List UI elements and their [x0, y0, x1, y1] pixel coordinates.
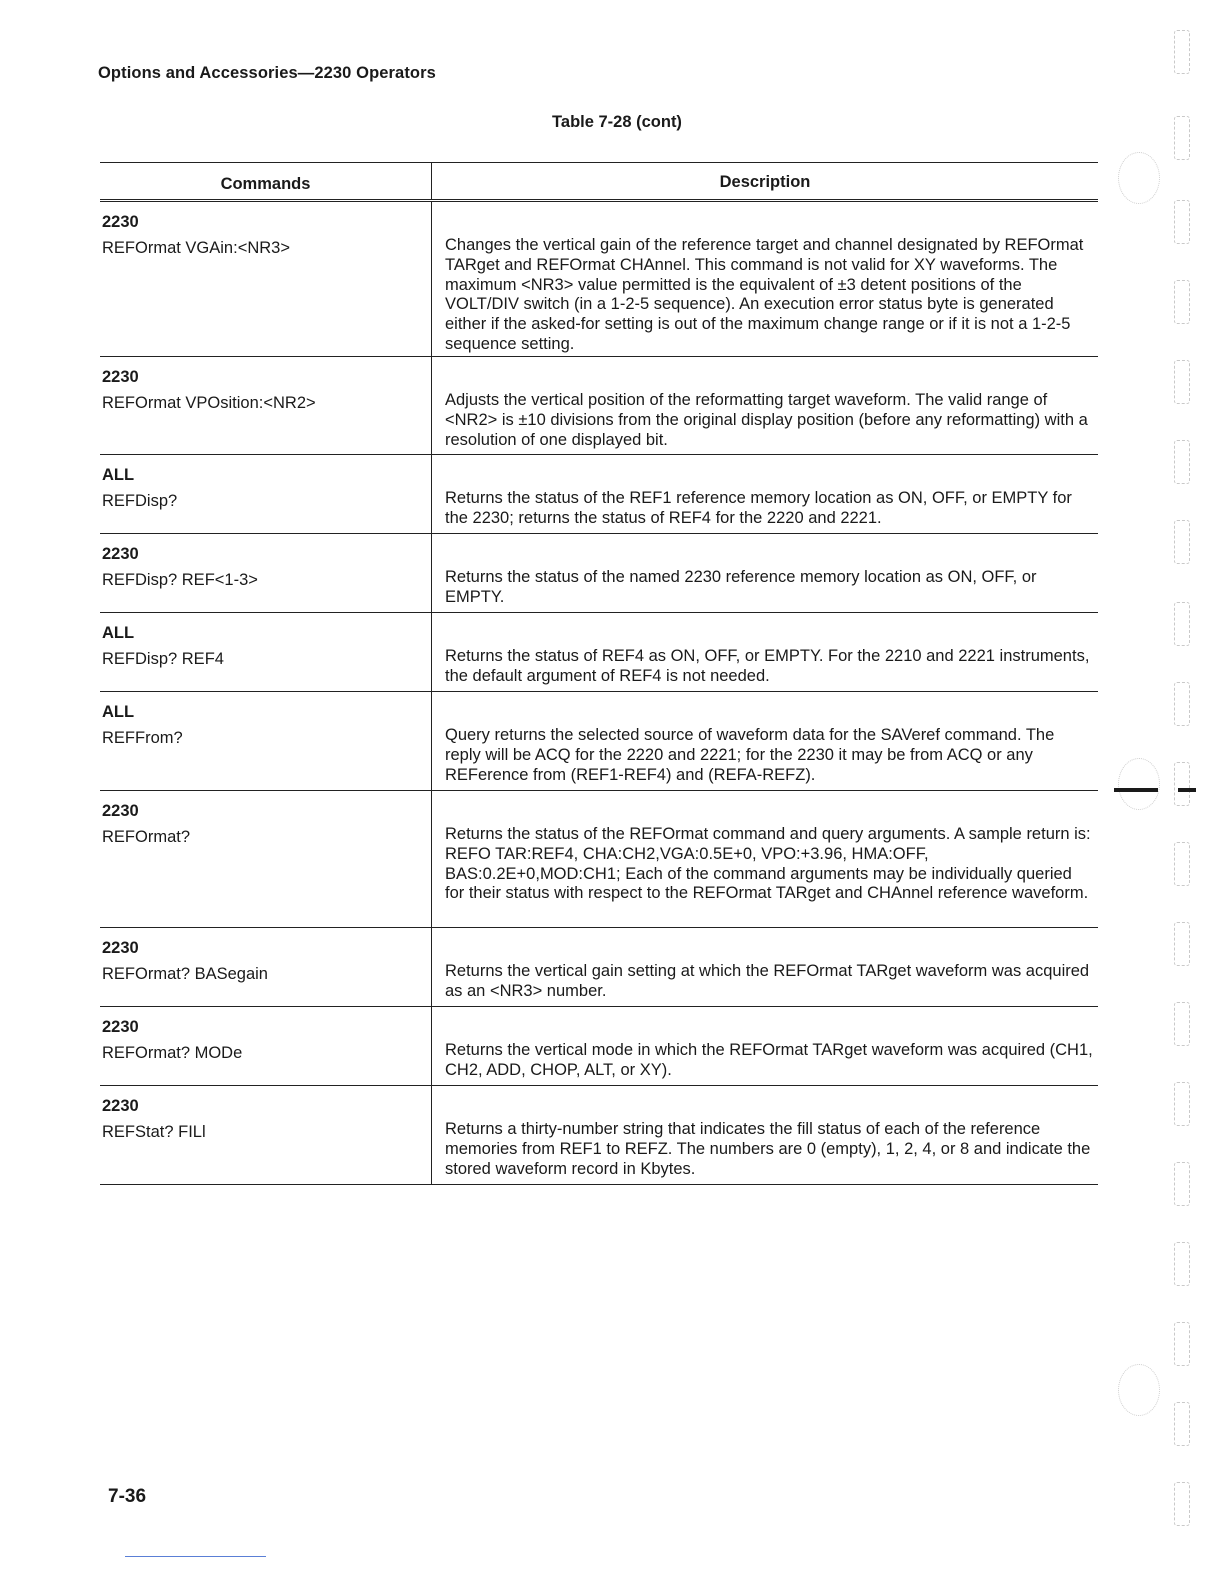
- binder-hole: [1118, 1364, 1160, 1416]
- margin-mark: [1174, 440, 1190, 484]
- margin-mark: [1174, 30, 1190, 74]
- margin-mark: [1174, 1482, 1190, 1526]
- command-cell: [100, 613, 432, 691]
- table-row: [100, 1086, 1098, 1185]
- command-cell: [100, 791, 432, 927]
- description-cell: Returns the status of the REFOrmat command and query arguments. A sample return is: REFO TAR:REF4, CHA:CH2,VGA:0.5E+0, VPO:+3.96, HMA:OFF, BAS:0.2E+0,MOD:CH1; Each of the command arguments may be individually queried for their status with respect to the REFOrmat TARget and CHAnnel reference waveform.: [445, 825, 1091, 903]
- instrument-scope: 2230: [102, 545, 139, 563]
- instrument-scope: ALL: [102, 466, 135, 484]
- table-row: [100, 202, 1098, 357]
- command-syntax: REFStat? FILl: [102, 1123, 206, 1141]
- margin-mark: [1174, 1002, 1190, 1046]
- margin-mark: [1174, 280, 1190, 324]
- margin-mark: [1174, 1322, 1190, 1366]
- column-header-description: Description: [719, 173, 811, 191]
- margin-mark: [1174, 520, 1190, 564]
- command-syntax: REFOrmat VPOsition:<NR2>: [102, 394, 316, 412]
- table-header-row: [100, 162, 1098, 202]
- table-caption: Table 7-28 (cont): [552, 113, 682, 131]
- description-cell: Returns the status of REF4 as ON, OFF, or EMPTY. For the 2210 and 2221 instruments, the default argument of REF4 is not needed.: [445, 647, 1090, 685]
- description-cell: Returns the status of the REF1 reference memory location as ON, OFF, or EMPTY for the 2230; returns the status of REF4 for the 2220 and 2221.: [445, 489, 1072, 527]
- page-header: Options and Accessories—2230 Operators: [98, 64, 436, 82]
- description-cell: Returns a thirty-number string that indicates the fill status of each of the reference memories from REF1 to REFZ. The numbers are 0 (empty), 1, 2, 4, or 8 and indicate the stored waveform record in Kbytes.: [445, 1120, 1091, 1178]
- margin-mark: [1174, 922, 1190, 966]
- instrument-scope: 2230: [102, 368, 139, 386]
- binder-hole: [1118, 758, 1160, 810]
- description-cell: Returns the vertical mode in which the REFOrmat TARget waveform was acquired (CH1, CH2, ADD, CHOP, ALT, or XY).: [445, 1041, 1093, 1079]
- margin-mark: [1174, 1162, 1190, 1206]
- column-header-commands: Commands: [100, 163, 432, 199]
- command-cell: [100, 202, 432, 356]
- margin-mark: [1174, 360, 1190, 404]
- margin-mark: [1174, 762, 1190, 806]
- command-cell: [100, 534, 432, 612]
- section-tab-mark: [1114, 788, 1158, 792]
- page-number: 7-36: [108, 1486, 147, 1507]
- instrument-scope: ALL: [102, 703, 135, 721]
- margin-mark: [1174, 602, 1190, 646]
- command-syntax: REFOrmat? MODe: [102, 1044, 243, 1062]
- command-cell: [100, 1086, 432, 1184]
- command-cell: [100, 928, 432, 1006]
- description-cell: Changes the vertical gain of the reference target and channel designated by REFOrmat TARget and REFOrmat CHAnnel. This command is not valid for XY waveforms. The maximum <NR3> value permitted is the equivalent of ±3 detent positions of the VOLT/DIV switch (in a 1-2-5 sequence). An execution error status byte is generated either if the asked-for setting is out of the maximum change range or if it is not a 1-2-5 sequence setting.: [445, 236, 1084, 353]
- margin-mark: [1174, 116, 1190, 160]
- description-cell: Returns the status of the named 2230 reference memory location as ON, OFF, or EMPTY.: [445, 568, 1037, 606]
- table-row: [100, 455, 1098, 534]
- command-syntax: REFDisp? REF4: [102, 650, 224, 668]
- command-syntax: REFOrmat VGAin:<NR3>: [102, 239, 290, 257]
- margin-mark: [1174, 842, 1190, 886]
- description-cell: Query returns the selected source of waveform data for the SAVeref command. The reply will be ACQ for the 2220 and 2221; for the 2230 it may be from ACQ or any REFerence from (REF1-REF4) and (REFA-REFZ).: [445, 726, 1055, 784]
- table-row: [100, 534, 1098, 613]
- command-cell: [100, 455, 432, 533]
- binder-hole: [1118, 152, 1160, 204]
- command-syntax: REFOrmat? BASegain: [102, 965, 268, 983]
- table-row: [100, 692, 1098, 791]
- command-cell: [100, 357, 432, 454]
- instrument-scope: ALL: [102, 624, 135, 642]
- command-syntax: REFDisp?: [102, 492, 178, 510]
- instrument-scope: 2230: [102, 939, 139, 957]
- margin-mark: [1174, 1082, 1190, 1126]
- margin-mark: [1174, 200, 1190, 244]
- command-syntax: REFOrmat?: [102, 828, 191, 846]
- command-cell: [100, 1007, 432, 1085]
- bottom-scan-line: [125, 1556, 266, 1557]
- margin-mark: [1174, 682, 1190, 726]
- section-tab-mark: [1178, 788, 1196, 792]
- table-row: [100, 613, 1098, 692]
- command-syntax: REFDisp? REF<1-3>: [102, 571, 258, 589]
- instrument-scope: 2230: [102, 1097, 139, 1115]
- margin-mark: [1174, 1402, 1190, 1446]
- command-cell: [100, 692, 432, 790]
- instrument-scope: 2230: [102, 213, 139, 231]
- margin-mark: [1174, 1242, 1190, 1286]
- table-row: [100, 1007, 1098, 1086]
- command-syntax: REFFrom?: [102, 729, 183, 747]
- table-row: [100, 791, 1098, 928]
- instrument-scope: 2230: [102, 802, 139, 820]
- description-cell: Returns the vertical gain setting at which the REFOrmat TARget waveform was acquired as an <NR3> number.: [445, 962, 1090, 1000]
- table-row: [100, 357, 1098, 455]
- description-cell: Adjusts the vertical position of the reformatting target waveform. The valid range of <NR2> is ±10 divisions from the original display position (before any reformatting) with a resolution of one displayed bit.: [445, 391, 1088, 449]
- table-row: [100, 928, 1098, 1007]
- instrument-scope: 2230: [102, 1018, 139, 1036]
- command-table: [100, 162, 1098, 1185]
